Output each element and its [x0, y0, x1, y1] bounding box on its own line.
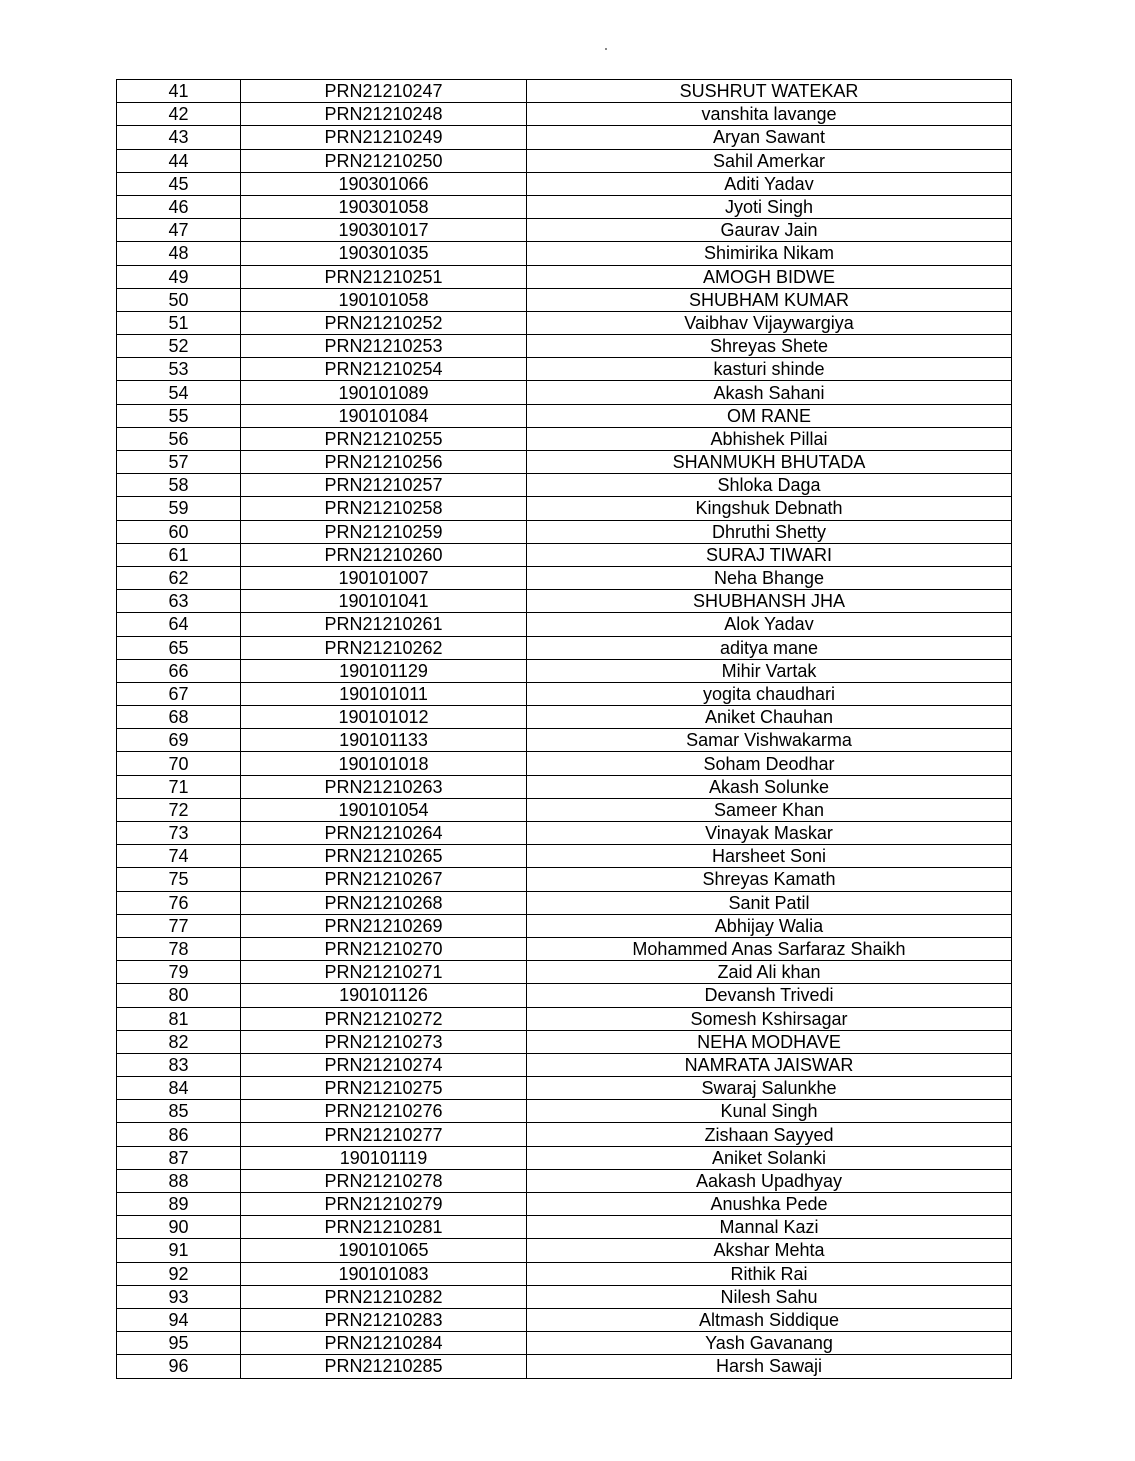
- table-row: [117, 1169, 1012, 1192]
- prn-cell: 190301058: [241, 195, 527, 218]
- table-row: [117, 451, 1012, 474]
- serial-number-cell: 57: [117, 451, 241, 474]
- prn-cell: 190101054: [241, 798, 527, 821]
- student-name-cell: Kingshuk Debnath: [527, 497, 1012, 520]
- serial-number-cell: 51: [117, 311, 241, 334]
- table-row: [117, 195, 1012, 218]
- table-row: [117, 659, 1012, 682]
- prn-cell: 190301035: [241, 242, 527, 265]
- prn-cell: PRN21210260: [241, 543, 527, 566]
- serial-number-cell: 76: [117, 891, 241, 914]
- prn-cell: PRN21210274: [241, 1053, 527, 1076]
- prn-cell: 190101084: [241, 404, 527, 427]
- student-name-cell: yogita chaudhari: [527, 682, 1012, 705]
- table-row: [117, 1193, 1012, 1216]
- serial-number-cell: 54: [117, 381, 241, 404]
- prn-cell: PRN21210247: [241, 80, 527, 103]
- prn-cell: 190301066: [241, 172, 527, 195]
- table-row: [117, 1332, 1012, 1355]
- table-row: [117, 335, 1012, 358]
- student-name-cell: Gaurav Jain: [527, 219, 1012, 242]
- student-name-cell: SUSHRUT WATEKAR: [527, 80, 1012, 103]
- prn-cell: 190101007: [241, 566, 527, 589]
- serial-number-cell: 67: [117, 682, 241, 705]
- student-name-cell: Soham Deodhar: [527, 752, 1012, 775]
- table-row: [117, 1355, 1012, 1378]
- serial-number-cell: 84: [117, 1077, 241, 1100]
- prn-cell: PRN21210281: [241, 1216, 527, 1239]
- prn-cell: PRN21210254: [241, 358, 527, 381]
- prn-cell: PRN21210255: [241, 427, 527, 450]
- table-row: [117, 914, 1012, 937]
- serial-number-cell: 43: [117, 126, 241, 149]
- table-row: [117, 427, 1012, 450]
- prn-cell: 190101041: [241, 590, 527, 613]
- table-row: [117, 219, 1012, 242]
- serial-number-cell: 92: [117, 1262, 241, 1285]
- student-name-cell: NAMRATA JAISWAR: [527, 1053, 1012, 1076]
- prn-cell: 190101065: [241, 1239, 527, 1262]
- serial-number-cell: 49: [117, 265, 241, 288]
- table-row: [117, 706, 1012, 729]
- prn-cell: PRN21210261: [241, 613, 527, 636]
- serial-number-cell: 63: [117, 590, 241, 613]
- prn-cell: 190101126: [241, 984, 527, 1007]
- table-row: [117, 103, 1012, 126]
- student-name-cell: Mannal Kazi: [527, 1216, 1012, 1239]
- serial-number-cell: 56: [117, 427, 241, 450]
- prn-cell: PRN21210248: [241, 103, 527, 126]
- prn-cell: PRN21210284: [241, 1332, 527, 1355]
- serial-number-cell: 46: [117, 195, 241, 218]
- serial-number-cell: 50: [117, 288, 241, 311]
- prn-cell: PRN21210262: [241, 636, 527, 659]
- student-name-cell: Shreyas Kamath: [527, 868, 1012, 891]
- prn-cell: PRN21210283: [241, 1308, 527, 1331]
- student-name-cell: Akshar Mehta: [527, 1239, 1012, 1262]
- student-name-cell: Zishaan Sayyed: [527, 1123, 1012, 1146]
- student-name-cell: Aryan Sawant: [527, 126, 1012, 149]
- table-row: [117, 682, 1012, 705]
- serial-number-cell: 68: [117, 706, 241, 729]
- table-row: [117, 381, 1012, 404]
- serial-number-cell: 59: [117, 497, 241, 520]
- serial-number-cell: 55: [117, 404, 241, 427]
- student-name-cell: OM RANE: [527, 404, 1012, 427]
- prn-cell: 190101083: [241, 1262, 527, 1285]
- student-name-cell: Shimirika Nikam: [527, 242, 1012, 265]
- student-name-cell: AMOGH BIDWE: [527, 265, 1012, 288]
- student-name-cell: SHANMUKH BHUTADA: [527, 451, 1012, 474]
- table-row: [117, 729, 1012, 752]
- student-name-cell: Shloka Daga: [527, 474, 1012, 497]
- table-row: [117, 474, 1012, 497]
- prn-cell: 190101018: [241, 752, 527, 775]
- prn-cell: 190101012: [241, 706, 527, 729]
- student-name-cell: Swaraj Salunkhe: [527, 1077, 1012, 1100]
- table-row: [117, 613, 1012, 636]
- prn-cell: PRN21210270: [241, 937, 527, 960]
- prn-cell: PRN21210259: [241, 520, 527, 543]
- prn-cell: PRN21210267: [241, 868, 527, 891]
- table-row: [117, 1216, 1012, 1239]
- student-name-cell: Abhijay Walia: [527, 914, 1012, 937]
- prn-cell: PRN21210256: [241, 451, 527, 474]
- serial-number-cell: 61: [117, 543, 241, 566]
- student-name-cell: Sanit Patil: [527, 891, 1012, 914]
- serial-number-cell: 87: [117, 1146, 241, 1169]
- prn-cell: PRN21210258: [241, 497, 527, 520]
- serial-number-cell: 64: [117, 613, 241, 636]
- serial-number-cell: 48: [117, 242, 241, 265]
- table-row: [117, 80, 1012, 103]
- table-row: [117, 497, 1012, 520]
- table-row: [117, 358, 1012, 381]
- student-name-cell: Harsh Sawaji: [527, 1355, 1012, 1378]
- prn-cell: PRN21210273: [241, 1030, 527, 1053]
- prn-cell: PRN21210277: [241, 1123, 527, 1146]
- serial-number-cell: 81: [117, 1007, 241, 1030]
- page-speck: [605, 48, 607, 50]
- table-row: [117, 1053, 1012, 1076]
- prn-cell: PRN21210263: [241, 775, 527, 798]
- table-row: [117, 984, 1012, 1007]
- student-name-cell: Sameer Khan: [527, 798, 1012, 821]
- serial-number-cell: 41: [117, 80, 241, 103]
- serial-number-cell: 80: [117, 984, 241, 1007]
- serial-number-cell: 42: [117, 103, 241, 126]
- student-name-cell: Jyoti Singh: [527, 195, 1012, 218]
- serial-number-cell: 70: [117, 752, 241, 775]
- student-name-cell: Somesh Kshirsagar: [527, 1007, 1012, 1030]
- student-name-cell: SHUBHANSH JHA: [527, 590, 1012, 613]
- student-name-cell: Akash Solunke: [527, 775, 1012, 798]
- serial-number-cell: 60: [117, 520, 241, 543]
- student-name-cell: Aniket Chauhan: [527, 706, 1012, 729]
- table-row: [117, 1123, 1012, 1146]
- table-row: [117, 1146, 1012, 1169]
- table-row: [117, 566, 1012, 589]
- student-name-cell: Aditi Yadav: [527, 172, 1012, 195]
- serial-number-cell: 93: [117, 1285, 241, 1308]
- student-name-cell: Mihir Vartak: [527, 659, 1012, 682]
- prn-cell: PRN21210279: [241, 1193, 527, 1216]
- table-row: [117, 1285, 1012, 1308]
- student-name-cell: SHUBHAM KUMAR: [527, 288, 1012, 311]
- prn-cell: PRN21210264: [241, 822, 527, 845]
- table-row: [117, 590, 1012, 613]
- serial-number-cell: 89: [117, 1193, 241, 1216]
- prn-cell: 190301017: [241, 219, 527, 242]
- student-name-cell: Samar Vishwakarma: [527, 729, 1012, 752]
- serial-number-cell: 78: [117, 937, 241, 960]
- serial-number-cell: 86: [117, 1123, 241, 1146]
- table-row: [117, 937, 1012, 960]
- student-name-cell: Neha Bhange: [527, 566, 1012, 589]
- table-row: [117, 1308, 1012, 1331]
- prn-cell: 190101089: [241, 381, 527, 404]
- table-row: [117, 752, 1012, 775]
- table-row: [117, 242, 1012, 265]
- roster-body: [117, 80, 1012, 1379]
- student-name-cell: Akash Sahani: [527, 381, 1012, 404]
- student-name-cell: Aakash Upadhyay: [527, 1169, 1012, 1192]
- prn-cell: PRN21210278: [241, 1169, 527, 1192]
- student-name-cell: Vinayak Maskar: [527, 822, 1012, 845]
- table-row: [117, 265, 1012, 288]
- prn-cell: 190101129: [241, 659, 527, 682]
- student-name-cell: Kunal Singh: [527, 1100, 1012, 1123]
- prn-cell: PRN21210249: [241, 126, 527, 149]
- serial-number-cell: 83: [117, 1053, 241, 1076]
- serial-number-cell: 62: [117, 566, 241, 589]
- student-name-cell: Rithik Rai: [527, 1262, 1012, 1285]
- prn-cell: PRN21210253: [241, 335, 527, 358]
- serial-number-cell: 79: [117, 961, 241, 984]
- table-row: [117, 311, 1012, 334]
- student-name-cell: Aniket Solanki: [527, 1146, 1012, 1169]
- table-row: [117, 1030, 1012, 1053]
- serial-number-cell: 65: [117, 636, 241, 659]
- student-name-cell: aditya mane: [527, 636, 1012, 659]
- student-name-cell: Harsheet Soni: [527, 845, 1012, 868]
- table-row: [117, 149, 1012, 172]
- table-row: [117, 520, 1012, 543]
- serial-number-cell: 77: [117, 914, 241, 937]
- student-name-cell: Altmash Siddique: [527, 1308, 1012, 1331]
- serial-number-cell: 96: [117, 1355, 241, 1378]
- table-row: [117, 891, 1012, 914]
- serial-number-cell: 71: [117, 775, 241, 798]
- prn-cell: 190101133: [241, 729, 527, 752]
- student-name-cell: Dhruthi Shetty: [527, 520, 1012, 543]
- prn-cell: PRN21210272: [241, 1007, 527, 1030]
- serial-number-cell: 44: [117, 149, 241, 172]
- student-name-cell: Abhishek Pillai: [527, 427, 1012, 450]
- table-row: [117, 1100, 1012, 1123]
- prn-cell: PRN21210275: [241, 1077, 527, 1100]
- prn-cell: PRN21210250: [241, 149, 527, 172]
- student-name-cell: SURAJ TIWARI: [527, 543, 1012, 566]
- serial-number-cell: 74: [117, 845, 241, 868]
- serial-number-cell: 58: [117, 474, 241, 497]
- prn-cell: PRN21210252: [241, 311, 527, 334]
- table-row: [117, 798, 1012, 821]
- serial-number-cell: 88: [117, 1169, 241, 1192]
- prn-cell: 190101119: [241, 1146, 527, 1169]
- prn-cell: 190101011: [241, 682, 527, 705]
- student-roster-table: [116, 79, 1012, 1379]
- prn-cell: 190101058: [241, 288, 527, 311]
- serial-number-cell: 94: [117, 1308, 241, 1331]
- table-row: [117, 543, 1012, 566]
- student-name-cell: Vaibhav Vijaywargiya: [527, 311, 1012, 334]
- serial-number-cell: 45: [117, 172, 241, 195]
- serial-number-cell: 69: [117, 729, 241, 752]
- serial-number-cell: 52: [117, 335, 241, 358]
- prn-cell: PRN21210285: [241, 1355, 527, 1378]
- serial-number-cell: 82: [117, 1030, 241, 1053]
- table-row: [117, 961, 1012, 984]
- table-row: [117, 868, 1012, 891]
- student-name-cell: Sahil Amerkar: [527, 149, 1012, 172]
- table-row: [117, 1077, 1012, 1100]
- prn-cell: PRN21210276: [241, 1100, 527, 1123]
- student-name-cell: Shreyas Shete: [527, 335, 1012, 358]
- table-row: [117, 1239, 1012, 1262]
- table-row: [117, 172, 1012, 195]
- serial-number-cell: 95: [117, 1332, 241, 1355]
- prn-cell: PRN21210251: [241, 265, 527, 288]
- prn-cell: PRN21210282: [241, 1285, 527, 1308]
- serial-number-cell: 72: [117, 798, 241, 821]
- student-name-cell: Devansh Trivedi: [527, 984, 1012, 1007]
- table-row: [117, 1262, 1012, 1285]
- student-name-cell: Zaid Ali khan: [527, 961, 1012, 984]
- table-row: [117, 822, 1012, 845]
- prn-cell: PRN21210268: [241, 891, 527, 914]
- student-name-cell: NEHA MODHAVE: [527, 1030, 1012, 1053]
- student-name-cell: Alok Yadav: [527, 613, 1012, 636]
- table-row: [117, 1007, 1012, 1030]
- table-row: [117, 126, 1012, 149]
- prn-cell: PRN21210265: [241, 845, 527, 868]
- serial-number-cell: 66: [117, 659, 241, 682]
- table-row: [117, 636, 1012, 659]
- serial-number-cell: 53: [117, 358, 241, 381]
- serial-number-cell: 91: [117, 1239, 241, 1262]
- student-name-cell: Anushka Pede: [527, 1193, 1012, 1216]
- table-row: [117, 404, 1012, 427]
- student-name-cell: Mohammed Anas Sarfaraz Shaikh: [527, 937, 1012, 960]
- student-name-cell: Yash Gavanang: [527, 1332, 1012, 1355]
- prn-cell: PRN21210257: [241, 474, 527, 497]
- prn-cell: PRN21210269: [241, 914, 527, 937]
- serial-number-cell: 73: [117, 822, 241, 845]
- student-name-cell: Nilesh Sahu: [527, 1285, 1012, 1308]
- student-name-cell: kasturi shinde: [527, 358, 1012, 381]
- table-row: [117, 288, 1012, 311]
- serial-number-cell: 85: [117, 1100, 241, 1123]
- table-row: [117, 845, 1012, 868]
- prn-cell: PRN21210271: [241, 961, 527, 984]
- student-name-cell: vanshita lavange: [527, 103, 1012, 126]
- serial-number-cell: 47: [117, 219, 241, 242]
- serial-number-cell: 75: [117, 868, 241, 891]
- serial-number-cell: 90: [117, 1216, 241, 1239]
- table-row: [117, 775, 1012, 798]
